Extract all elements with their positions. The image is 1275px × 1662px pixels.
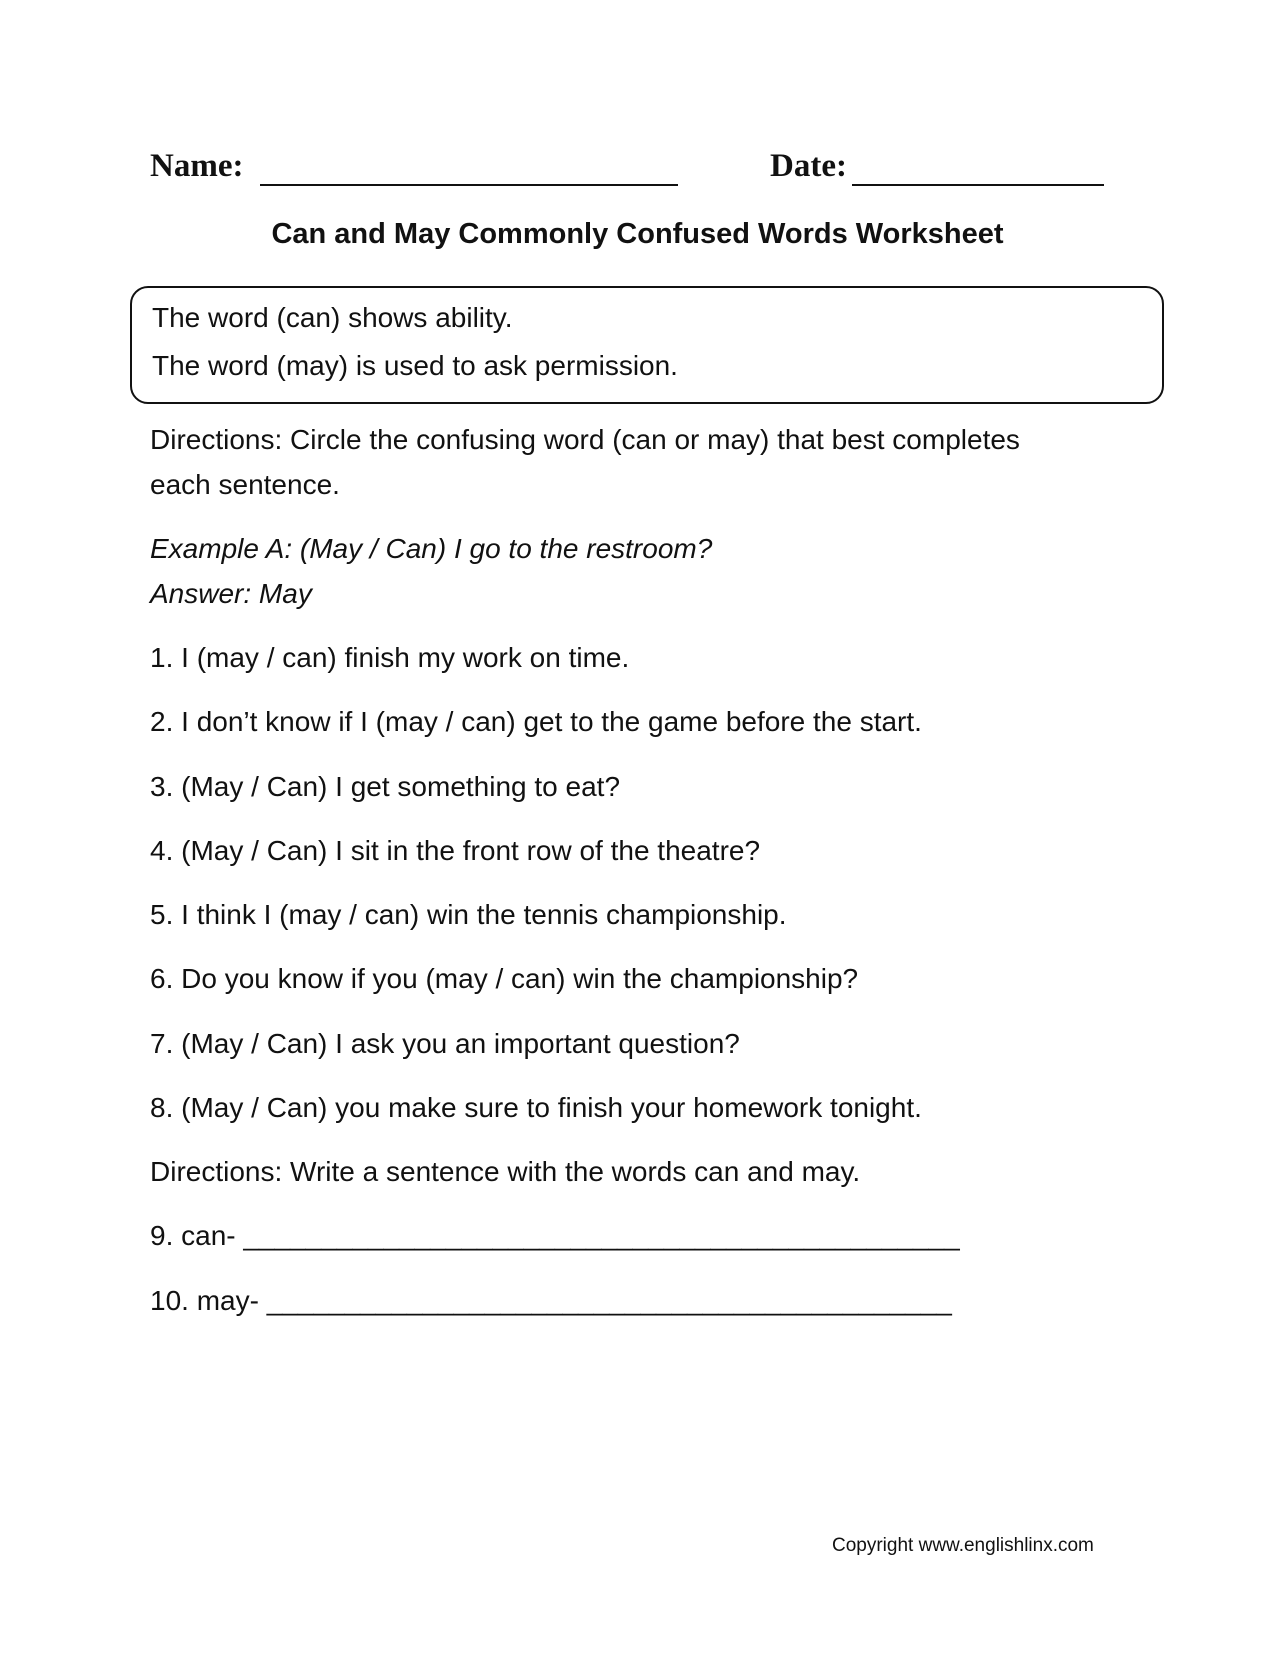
name-label: Name: [150, 148, 244, 184]
rule-box [130, 286, 1164, 404]
question-5: 5. I think I (may / can) win the tennis championship. [150, 899, 787, 930]
writing-can: 9. can- ______________________________________________ [150, 1220, 960, 1251]
date-label: Date: [770, 148, 847, 184]
question-1: 1. I (may / can) finish my work on time. [150, 642, 630, 673]
directions-write: Directions: Write a sentence with the words can and may. [150, 1156, 861, 1187]
question-8: 8. (May / Can) you make sure to finish your homework tonight. [150, 1092, 922, 1123]
question-4: 4. (May / Can) I sit in the front row of the theatre? [150, 835, 761, 866]
rule-can: The word (can) shows ability. [152, 302, 513, 333]
question-2: 2. I don’t know if I (may / can) get to the game before the start. [150, 706, 922, 737]
question-6: 6. Do you know if you (may / can) win the championship? [150, 963, 859, 994]
copyright-text: Copyright www.englishlinx.com [832, 1535, 1094, 1556]
rule-may: The word (may) is used to ask permission. [152, 350, 678, 381]
header-row [150, 148, 1110, 192]
writing-may: 10. may- ____________________________________________ [150, 1285, 952, 1316]
name-field-line [260, 148, 678, 186]
question-7: 7. (May / Can) I ask you an important question? [150, 1028, 740, 1059]
directions-circle-line2: each sentence. [150, 469, 340, 500]
example-answer: Answer: May [150, 578, 312, 609]
example-question: Example A: (May / Can) I go to the restroom? [150, 533, 713, 564]
directions-circle-line1: Directions: Circle the confusing word (can or may) that best completes [150, 424, 1020, 455]
date-field-line [852, 148, 1104, 186]
question-3: 3. (May / Can) I get something to eat? [150, 771, 621, 802]
worksheet-title: Can and May Commonly Confused Words Worksheet [271, 218, 1004, 250]
